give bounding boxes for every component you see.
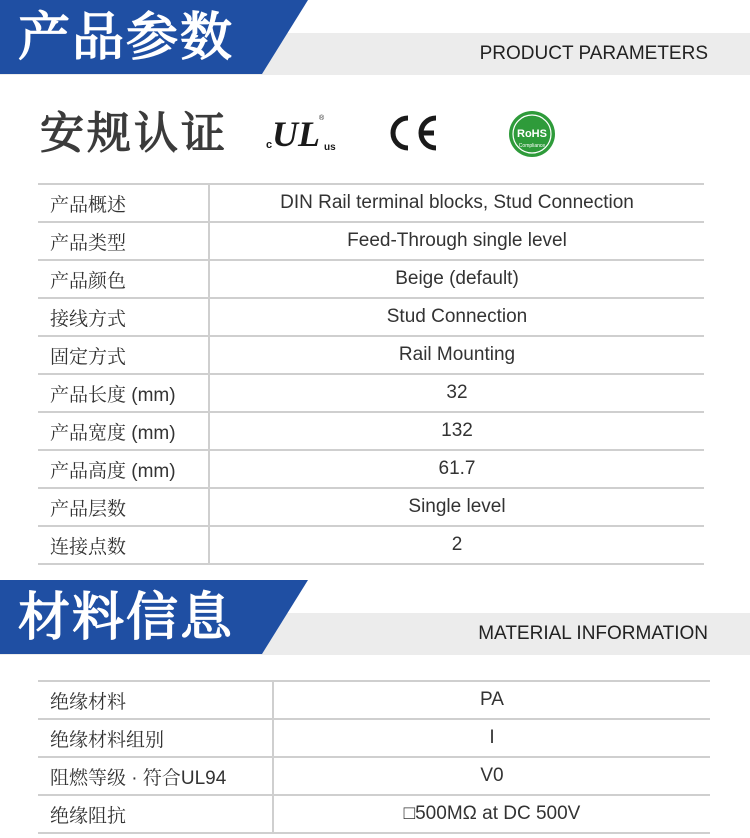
row-label: 产品颜色 xyxy=(38,260,209,298)
table-row xyxy=(38,488,704,526)
material-section-header xyxy=(0,580,750,660)
row-label: 阻燃等级 · 符合UL94 xyxy=(38,757,273,795)
material-title-cn: 材料信息 xyxy=(18,588,235,648)
row-value: Stud Connection xyxy=(209,298,704,336)
row-label: 固定方式 xyxy=(38,336,209,374)
svg-text:UL: UL xyxy=(272,114,320,154)
row-label: 连接点数 xyxy=(38,526,209,564)
row-value: Beige (default) xyxy=(209,260,704,298)
row-value: Rail Mounting xyxy=(209,336,704,374)
row-label: 产品概述 xyxy=(38,184,209,222)
row-label: 产品高度 (mm) xyxy=(38,450,209,488)
material-title-en: MATERIAL INFORMATION xyxy=(478,623,708,644)
table-row xyxy=(38,260,704,298)
certification-title: 安规认证 xyxy=(40,108,228,159)
row-value: 132 xyxy=(209,412,704,450)
table-row xyxy=(38,450,704,488)
table-row xyxy=(38,298,704,336)
product-parameters-table xyxy=(38,183,704,565)
row-value: PA xyxy=(273,681,710,719)
svg-text:c: c xyxy=(266,139,273,151)
row-label: 产品层数 xyxy=(38,488,209,526)
ul-listed-mark xyxy=(262,112,342,160)
row-value: 2 xyxy=(209,526,704,564)
row-value: V0 xyxy=(273,757,710,795)
table-row xyxy=(38,222,704,260)
row-label: 绝缘材料 xyxy=(38,681,273,719)
params-section-header xyxy=(0,0,750,80)
table-row xyxy=(38,336,704,374)
row-label: 绝缘材料组别 xyxy=(38,719,273,757)
params-title-en: PRODUCT PARAMETERS xyxy=(479,43,708,64)
table-row xyxy=(38,374,704,412)
row-value: I xyxy=(273,719,710,757)
svg-text:Compliance: Compliance xyxy=(518,143,546,149)
row-value: 61.7 xyxy=(209,450,704,488)
row-label: 产品长度 (mm) xyxy=(38,374,209,412)
table-row xyxy=(38,526,704,564)
ce-mark xyxy=(384,112,440,158)
table-row xyxy=(38,412,704,450)
table-row xyxy=(38,719,710,757)
svg-text:RoHS: RoHS xyxy=(517,128,547,140)
svg-text:us: us xyxy=(324,142,336,153)
material-information-table xyxy=(38,680,710,834)
row-value: Single level xyxy=(209,488,704,526)
row-value: □500MΩ at DC 500V xyxy=(273,795,710,833)
table-row xyxy=(38,757,710,795)
row-label: 产品宽度 (mm) xyxy=(38,412,209,450)
row-value: 32 xyxy=(209,374,704,412)
table-row xyxy=(38,681,710,719)
rohs-compliance-badge xyxy=(507,109,557,163)
row-label: 产品类型 xyxy=(38,222,209,260)
params-title-cn: 产品参数 xyxy=(18,8,235,68)
table-row xyxy=(38,795,710,833)
row-label: 绝缘阻抗 xyxy=(38,795,273,833)
row-value: DIN Rail terminal blocks, Stud Connection xyxy=(209,184,704,222)
row-label: 接线方式 xyxy=(38,298,209,336)
svg-text:®: ® xyxy=(319,115,325,122)
row-value: Feed-Through single level xyxy=(209,222,704,260)
table-row xyxy=(38,184,704,222)
